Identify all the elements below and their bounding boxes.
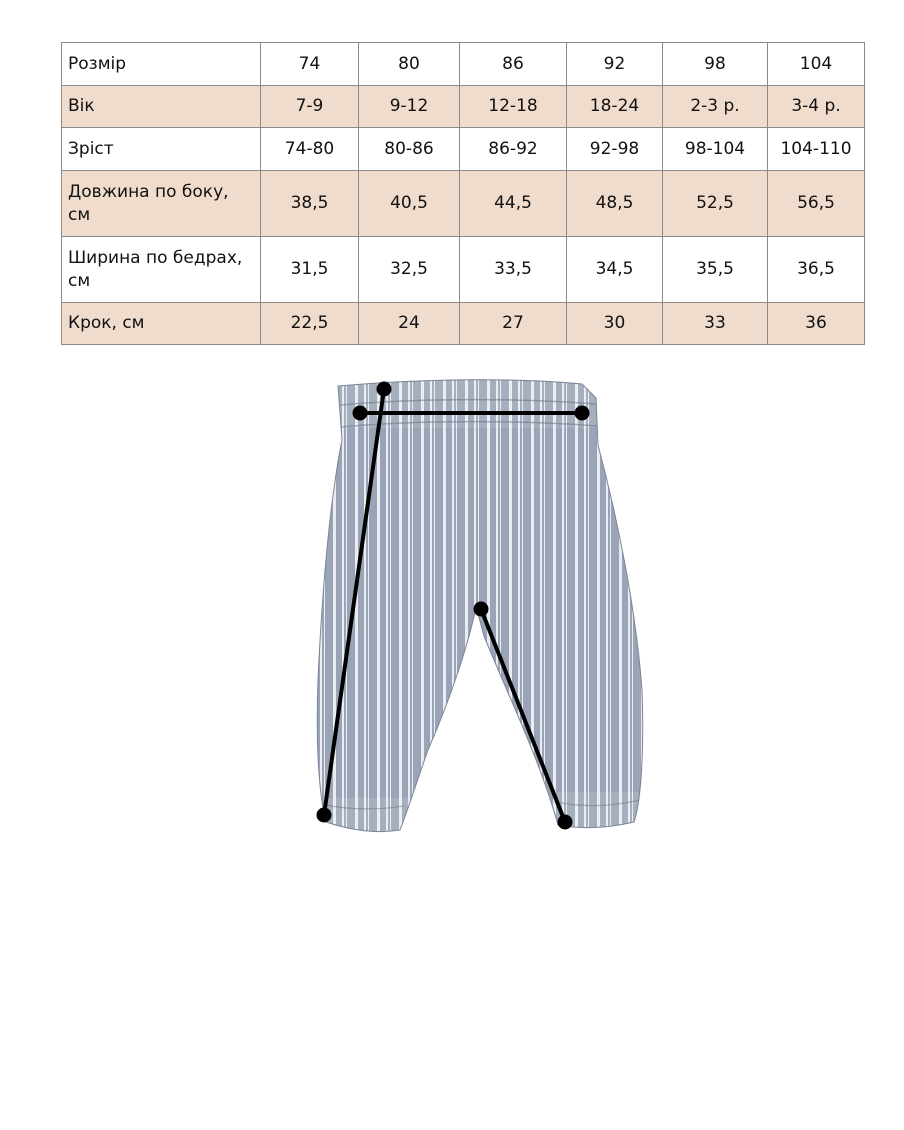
row-label: Довжина по боку, см <box>62 171 261 237</box>
table-cell: 22,5 <box>261 303 359 345</box>
table-cell: 34,5 <box>567 237 663 303</box>
table-cell: 24 <box>359 303 460 345</box>
table-cell: 36,5 <box>768 237 865 303</box>
table-cell: 36 <box>768 303 865 345</box>
table-cell: 30 <box>567 303 663 345</box>
table-cell: 33 <box>663 303 768 345</box>
table-cell: 56,5 <box>768 171 865 237</box>
side-length-bottom-dot <box>317 808 332 823</box>
row-label: Зріст <box>62 128 261 171</box>
table-cell: 38,5 <box>261 171 359 237</box>
table-cell: 3-4 р. <box>768 86 865 128</box>
table-cell: 80 <box>359 43 460 86</box>
table-cell: 7-9 <box>261 86 359 128</box>
table-cell: 104-110 <box>768 128 865 171</box>
table-cell: 98 <box>663 43 768 86</box>
table-cell: 98-104 <box>663 128 768 171</box>
table-cell: 18-24 <box>567 86 663 128</box>
table-cell: 31,5 <box>261 237 359 303</box>
table-cell: 33,5 <box>460 237 567 303</box>
table-cell: 104 <box>768 43 865 86</box>
table-cell: 40,5 <box>359 171 460 237</box>
row-label: Вік <box>62 86 261 128</box>
inseam-bottom-dot <box>558 815 573 830</box>
hip-width-start-dot <box>353 406 368 421</box>
table-cell: 2-3 р. <box>663 86 768 128</box>
side-length-top-dot <box>377 382 392 397</box>
table-cell: 27 <box>460 303 567 345</box>
table-cell: 74-80 <box>261 128 359 171</box>
table-cell: 80-86 <box>359 128 460 171</box>
table-cell: 86 <box>460 43 567 86</box>
row-label: Розмір <box>62 43 261 86</box>
table-cell: 9-12 <box>359 86 460 128</box>
table-cell: 92-98 <box>567 128 663 171</box>
hip-width-end-dot <box>575 406 590 421</box>
table-cell: 12-18 <box>460 86 567 128</box>
row-label: Крок, см <box>62 303 261 345</box>
inseam-top-dot <box>474 602 489 617</box>
row-label: Ширина по бедрах, см <box>62 237 261 303</box>
table-cell: 35,5 <box>663 237 768 303</box>
table-cell: 92 <box>567 43 663 86</box>
table-cell: 52,5 <box>663 171 768 237</box>
table-cell: 44,5 <box>460 171 567 237</box>
table-cell: 48,5 <box>567 171 663 237</box>
table-cell: 74 <box>261 43 359 86</box>
table-cell: 32,5 <box>359 237 460 303</box>
table-cell: 86-92 <box>460 128 567 171</box>
